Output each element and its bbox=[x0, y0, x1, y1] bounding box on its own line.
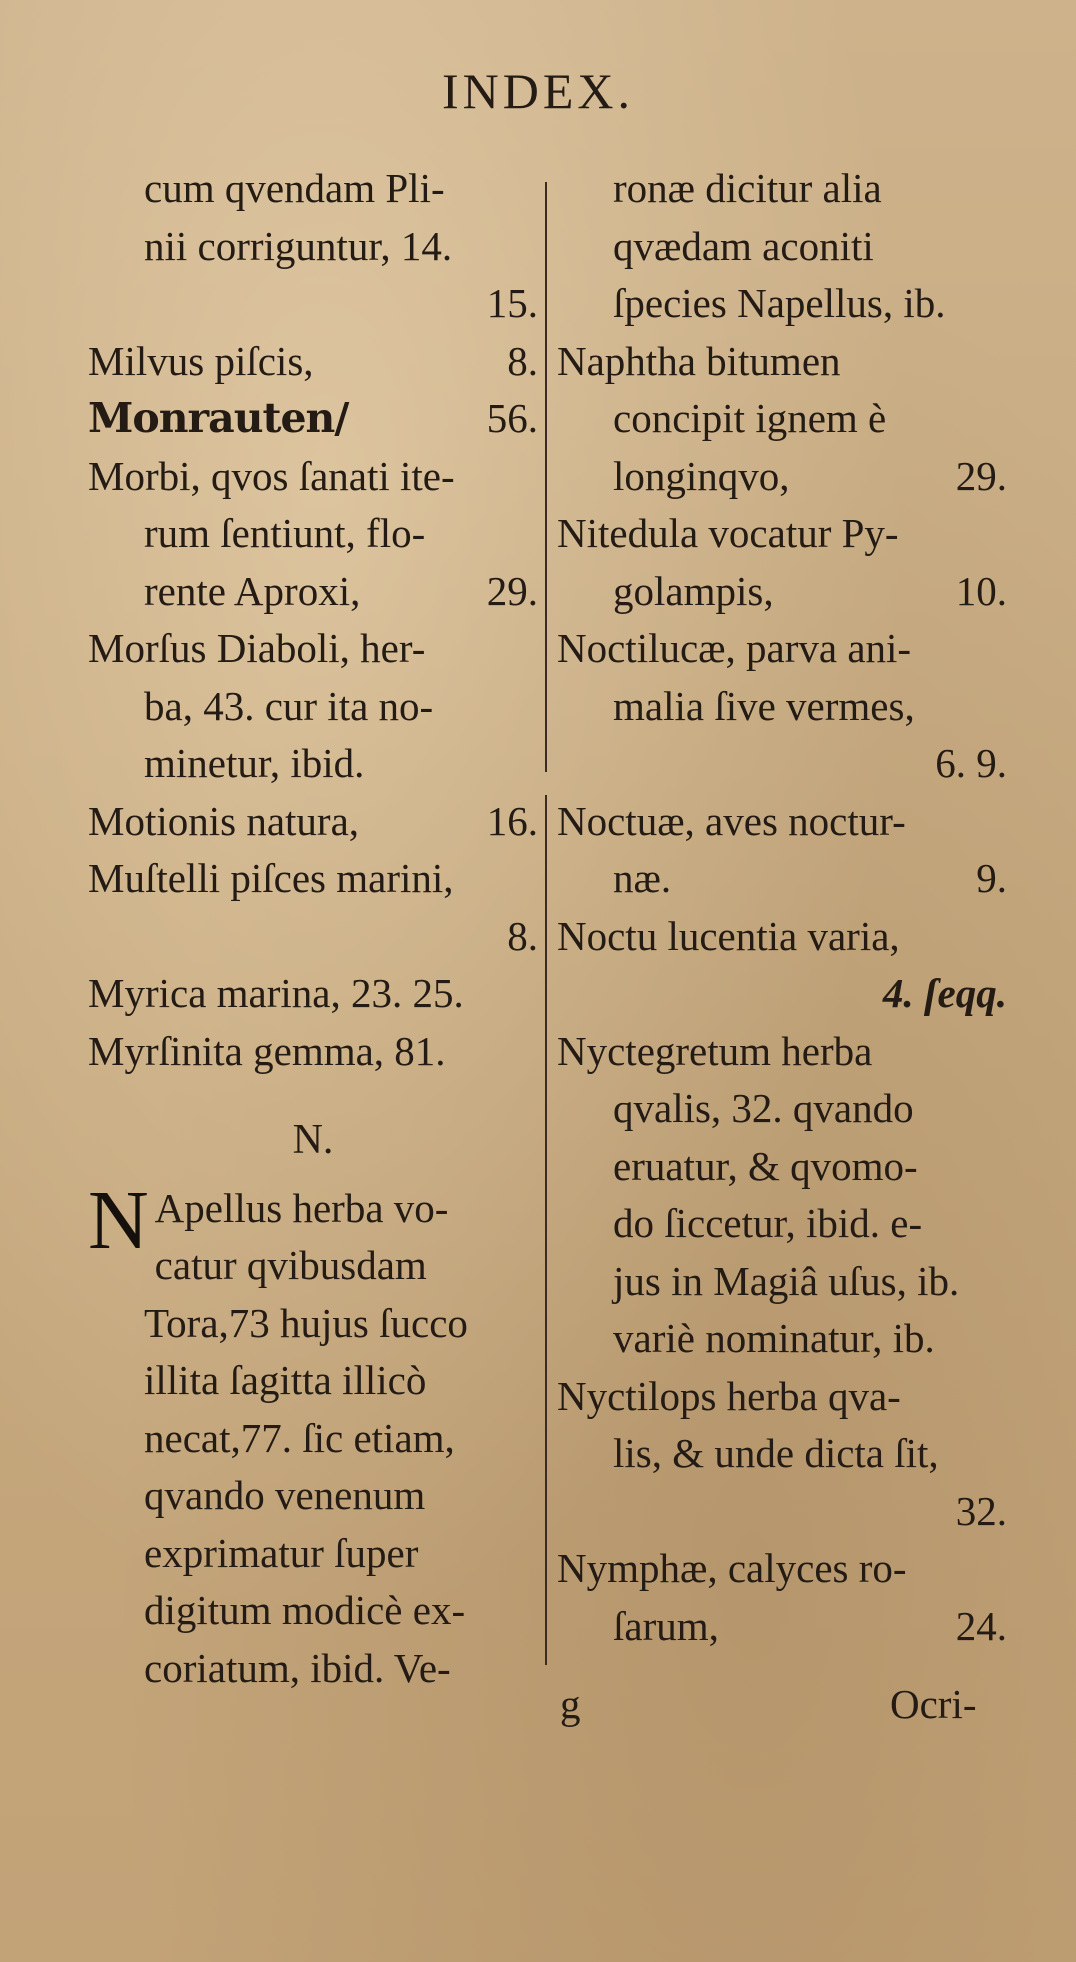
index-line: illita ſagitta illicò bbox=[144, 1357, 427, 1403]
index-line: ba, 43. cur ita no- bbox=[144, 682, 434, 729]
index-line: digitum modicè ex- bbox=[144, 1587, 466, 1633]
signature-mark: g bbox=[560, 1681, 581, 1727]
index-line: eruatur, & qvomo- bbox=[613, 1142, 918, 1189]
index-line: Noctuæ, aves noctur- bbox=[557, 797, 906, 844]
index-line: Morbi, qvos ſanati ite- bbox=[88, 452, 455, 499]
entry-text: næ. bbox=[613, 855, 672, 901]
entry-term: Monrauten/ bbox=[88, 394, 349, 442]
index-entry bbox=[557, 448, 1007, 506]
index-line: minetur, ibid. bbox=[144, 740, 365, 786]
page-number: 9. bbox=[976, 855, 1007, 901]
page-number: 6. 9. bbox=[935, 740, 1007, 786]
entry-text: longinqvo, bbox=[613, 452, 790, 499]
index-line: Myrica marina, 23. 25. bbox=[88, 970, 464, 1016]
right-column bbox=[557, 160, 1007, 1655]
section-heading: N. bbox=[292, 1117, 334, 1163]
index-line: ſpecies Napellus, ib. bbox=[613, 280, 946, 326]
index-line: exprimatur ſuper bbox=[144, 1529, 419, 1576]
page-number: 29. bbox=[955, 452, 1007, 499]
index-line: Nymphæ, calyces ro- bbox=[557, 1545, 907, 1591]
index-entry bbox=[557, 1598, 1007, 1656]
index-line: Myrſinita gemma, 81. bbox=[88, 1027, 446, 1074]
index-line: qvædam aconiti bbox=[613, 222, 874, 269]
page-number: 32. bbox=[955, 1487, 1007, 1534]
page-number: 10. bbox=[955, 567, 1007, 614]
entry-text: rente Aproxi, bbox=[144, 567, 361, 614]
entry-term: Milvus piſcis, bbox=[88, 337, 314, 384]
page-number: 29. bbox=[486, 567, 538, 614]
index-line: qvalis, 32. qvando bbox=[613, 1085, 914, 1131]
index-line: lis, & unde dicta ſit, bbox=[613, 1430, 939, 1476]
index-line: rum ſentiunt, flo- bbox=[144, 510, 426, 556]
left-column bbox=[88, 160, 538, 1697]
index-entry bbox=[88, 793, 538, 851]
index-line: do ſiccetur, ibid. e- bbox=[613, 1200, 923, 1246]
page-number: 16. bbox=[486, 797, 538, 844]
page-number: 24. bbox=[955, 1602, 1007, 1649]
entry-text: golampis, bbox=[613, 567, 774, 614]
page-number: 15. bbox=[486, 280, 538, 326]
index-line: Nyctilops herba qva- bbox=[557, 1372, 901, 1419]
index-line: cum qvendam Pli- bbox=[144, 165, 445, 211]
index-entry bbox=[88, 333, 538, 391]
drop-cap: N bbox=[88, 1173, 149, 1267]
index-line: Nyctegretum herba bbox=[557, 1027, 873, 1074]
index-line: necat,77. ſic etiam, bbox=[144, 1414, 455, 1461]
index-entry bbox=[557, 850, 1007, 908]
page-title: INDEX. bbox=[441, 63, 635, 119]
index-line: Naphtha bitumen bbox=[557, 337, 841, 384]
index-line: qvando venenum bbox=[144, 1472, 426, 1518]
index-line: coriatum, ibid. Ve- bbox=[144, 1644, 451, 1691]
page-number: 8. bbox=[507, 337, 538, 384]
index-entry bbox=[557, 563, 1007, 621]
index-line: Morſus Diaboli, her- bbox=[88, 625, 426, 671]
index-line: Muſtelli piſces marini, bbox=[88, 855, 454, 901]
index-line: Noctu lucentia varia, bbox=[557, 912, 900, 959]
index-line: Tora,73 hujus ſucco bbox=[144, 1299, 468, 1346]
index-line: ronæ dicitur alia bbox=[613, 165, 882, 211]
index-line: Apellus herba vo- bbox=[154, 1184, 449, 1231]
index-line: concipit ignem è bbox=[613, 395, 887, 441]
column-divider bbox=[545, 182, 547, 772]
entry-text: ſarum, bbox=[613, 1602, 719, 1649]
index-entry bbox=[88, 563, 538, 621]
index-line: catur qvibusdam bbox=[154, 1242, 427, 1288]
index-line: Noctilucæ, parva ani- bbox=[557, 625, 912, 671]
page-number: 4. ſeqq. bbox=[882, 970, 1007, 1016]
index-entry bbox=[88, 390, 538, 448]
index-line: nii corriguntur, 14. bbox=[144, 222, 453, 269]
page-number: 56. bbox=[486, 395, 538, 441]
index-line: Nitedula vocatur Py- bbox=[557, 510, 899, 556]
entry-term: Motionis natura, bbox=[88, 797, 360, 844]
catchword: Ocri- bbox=[890, 1681, 977, 1727]
index-line: jus in Magiâ uſus, ib. bbox=[613, 1257, 960, 1304]
index-line: malia ſive vermes, bbox=[613, 682, 915, 729]
index-line: variè nominatur, ib. bbox=[613, 1315, 935, 1361]
index-entry-napellus bbox=[88, 1173, 538, 1698]
column-divider bbox=[545, 795, 547, 1665]
page-number: 8. bbox=[507, 912, 538, 959]
